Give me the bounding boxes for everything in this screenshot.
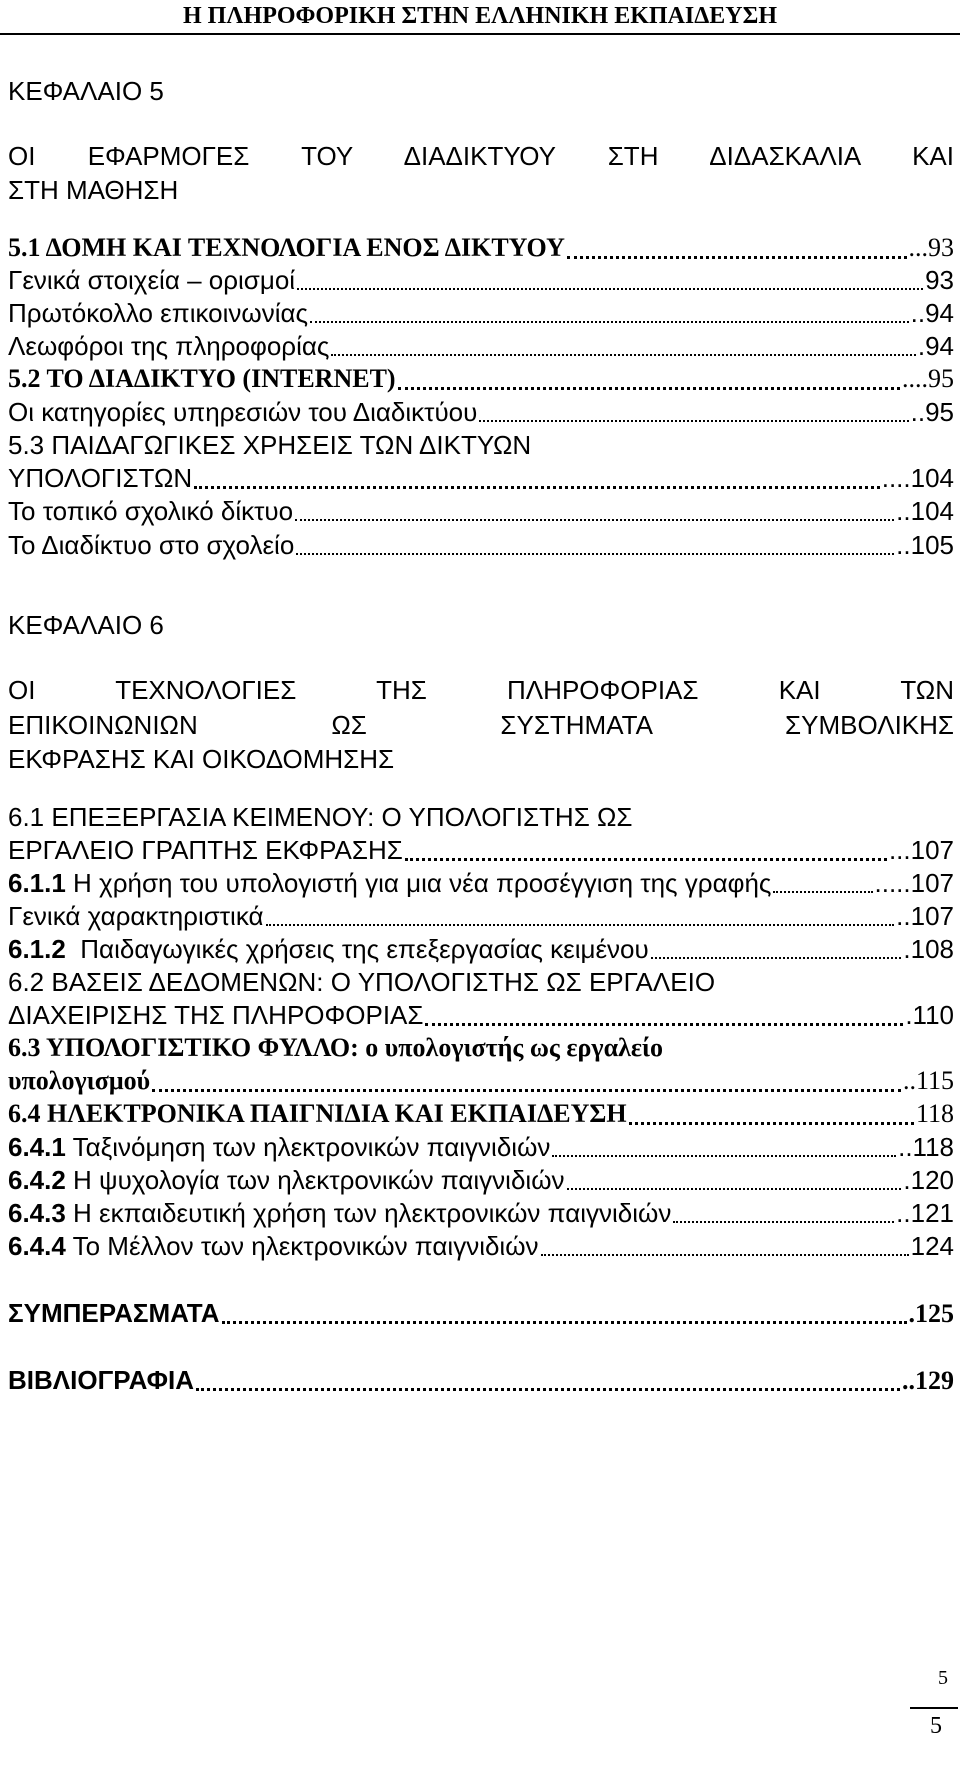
toc-entry-page: 93 [925, 265, 954, 295]
dot-leader [567, 250, 907, 259]
toc-entry-title: 6.4 ΗΛΕΚΤΡΟΝΙΚΑ ΠΑΙΓΝΙΔΙΑ ΚΑΙ ΕΚΠΑΙΔΕΥΣΗ [8, 1099, 627, 1128]
toc-entry-internet-school[interactable] [8, 529, 954, 561]
dot-leader [773, 885, 872, 893]
toc-entry-page: .108 [903, 934, 954, 964]
footer-rule [910, 1707, 958, 1709]
page-number-margin: 5 [938, 1667, 948, 1689]
toc-entry-page: ..94 [910, 298, 954, 328]
toc-entry-title: ΔΙΑΧΕΙΡΙΣΗΣ ΤΗΣ ΠΛΗΡΟΦΟΡΙΑΣ [8, 1000, 424, 1030]
toc-entry-page: ..104 [896, 496, 954, 526]
toc-entry-page: ..105 [896, 530, 954, 560]
toc-entry-title: 6.2 ΒΑΣΕΙΣ ΔΕΔΟΜΕΝΩΝ: Ο ΥΠΟΛΟΓΙΣΤΗΣ ΩΣ ΕΡΓΑΛΕΙΟ [8, 967, 716, 997]
toc-entry-page: ..95 [910, 397, 954, 427]
dot-leader [196, 1382, 900, 1391]
toc-entry-title: 5.3 ΠΑΙΔΑΓΩΓΙΚΕΣ ΧΡΗΣΕΙΣ ΤΩΝ ΔΙΚΤΥΩΝ [8, 430, 532, 460]
toc-entry-title: Το τοπικό σχολικό δίκτυο [8, 496, 294, 526]
toc-entry-6-1-2[interactable] [8, 933, 954, 965]
dot-leader [194, 480, 880, 489]
dot-leader [222, 1315, 907, 1324]
toc-entry-page: .110 [905, 1000, 954, 1030]
toc-entry-title: ΣΥΜΠΕΡΑΣΜΑΤΑ [8, 1298, 220, 1328]
toc-entry-page: ....104 [881, 463, 954, 493]
running-header: Η ΠΛΗΡΟΦΟΡΙΚΗ ΣΤΗΝ ΕΛΛΗΝΙΚΗ ΕΚΠΑΙΔΕΥΣΗ [183, 3, 777, 29]
toc-entry-page: ..129 [902, 1366, 954, 1395]
dot-leader [295, 513, 894, 521]
dot-leader [152, 1083, 901, 1092]
toc-entry-title: Παιδαγωγικές χρήσεις της επεξεργασίας κειμένου [65, 934, 649, 964]
toc-entry-page: ...107 [888, 835, 954, 865]
dot-leader [405, 852, 887, 861]
dot-leader [331, 348, 915, 356]
toc-entry-6-2[interactable] [8, 966, 954, 998]
toc-entry-general-features[interactable] [8, 900, 954, 932]
toc-entry-6-4-4[interactable] [8, 1230, 954, 1262]
dot-leader [629, 1116, 914, 1125]
dot-leader [296, 547, 894, 555]
toc-entry-title: 5.2 ΤΟ ΔΙΑΔΙΚΤΥΟ (INTERNET) [8, 364, 396, 393]
chapter-5-title-line-1: ΟΙ ΕΦΑΡΜΟΓΕΣ ΤΟΥ ΔΙΑΔΙΚΤΥΟΥ ΣΤΗ ΔΙΔΑΣΚΑΛΙΑ ΚΑΙ [8, 141, 954, 171]
dot-leader [398, 381, 900, 390]
toc-entry-number: 6.4.3 [8, 1198, 66, 1228]
toc-entry-5-3-cont[interactable] [8, 462, 954, 494]
toc-entry-general[interactable] [8, 264, 954, 296]
toc-entry-page: ..121 [896, 1198, 954, 1228]
toc-entry-page: ...93 [908, 233, 954, 262]
toc-entry-title: ΥΠΟΛΟΓΙΣΤΩΝ [8, 463, 193, 493]
toc-entry-page: ..107 [896, 901, 954, 931]
toc-entry-page: ....95 [902, 364, 954, 393]
toc-entry-title: Το Διαδίκτυο στο σχολείο [8, 530, 295, 560]
toc-entry-number: 6.1.2 [8, 934, 66, 964]
toc-entry-5-2[interactable] [8, 363, 954, 395]
toc-entry-highways[interactable] [8, 330, 954, 362]
toc-entry-page: .125 [908, 1299, 954, 1328]
toc-entry-6-3-cont[interactable] [8, 1065, 954, 1097]
toc-entry-title: 6.3 ΥΠΟΛΟΓΙΣΤΙΚΟ ΦΥΛΛΟ: ο υπολογιστής ως εργαλείο [8, 1033, 664, 1062]
dot-leader [425, 1017, 903, 1026]
dot-leader [310, 315, 909, 323]
dot-leader [567, 1182, 902, 1190]
dot-leader [479, 414, 908, 422]
dot-leader [651, 951, 902, 959]
toc-entry-number: 6.4.2 [8, 1165, 66, 1195]
chapter-5-title-line-2: ΣΤΗ ΜΑΘΗΣΗ [8, 175, 179, 205]
toc-entry-title: Οι κατηγορίες υπηρεσιών του Διαδικτύου [8, 397, 478, 427]
dot-leader [266, 918, 895, 926]
toc-entry-title: 5.1 ΔΟΜΗ ΚΑΙ ΤΕΧΝΟΛΟΓΙΑ ΕΝΟΣ ΔΙΚΤΥΟΥ [8, 233, 565, 262]
toc-entry-page: ..115 [902, 1066, 954, 1095]
toc-entry-page: 124 [910, 1231, 954, 1261]
toc-entry-5-3[interactable] [8, 429, 954, 461]
toc-entry-6-4-3[interactable] [8, 1197, 954, 1229]
toc-entry-title: Πρωτόκολλο επικοινωνίας [8, 298, 309, 328]
toc-entry-page: ..118 [898, 1132, 954, 1162]
dot-leader [673, 1215, 894, 1223]
toc-entry-local-network[interactable] [8, 495, 954, 527]
toc-entry-title: Το Μέλλον των ηλεκτρονικών παιγνιδιών [65, 1231, 539, 1261]
chapter-6-label: ΚΕΦΑΛΑΙΟ 6 [8, 610, 164, 640]
header-rule [0, 33, 960, 35]
toc-entry-6-2-cont[interactable] [8, 999, 954, 1031]
toc-entry-protocol[interactable] [8, 297, 954, 329]
chapter-6-title-line-3: ΕΚΦΡΑΣΗΣ ΚΑΙ ΟΙΚΟΔΟΜΗΣΗΣ [8, 744, 395, 774]
toc-entry-title: Γενικά χαρακτηριστικά [8, 901, 264, 931]
dot-leader [552, 1149, 896, 1157]
toc-entry-6-4[interactable] [8, 1098, 954, 1130]
page-number: 5 [930, 1713, 942, 1739]
toc-entry-service-categories[interactable] [8, 396, 954, 428]
toc-entry-title: 6.1 ΕΠΕΞΕΡΓΑΣΙΑ ΚΕΙΜΕΝΟΥ: Ο ΥΠΟΛΟΓΙΣΤΗΣ ΩΣ [8, 802, 633, 832]
toc-entry-number: 6.4.4 [8, 1231, 66, 1261]
toc-entry-6-1[interactable] [8, 801, 954, 833]
toc-entry-6-4-2[interactable] [8, 1164, 954, 1196]
toc-entry-page: .....107 [874, 868, 954, 898]
toc-entry-title: υπολογισμού [8, 1066, 151, 1095]
toc-entry-6-4-1[interactable] [8, 1131, 954, 1163]
toc-entry-6-1-1[interactable] [8, 867, 954, 899]
toc-entry-title: ΒΙΒΛΙΟΓΡΑΦΙΑ [8, 1365, 195, 1395]
toc-entry-page: .94 [917, 331, 954, 361]
chapter-5-label: ΚΕΦΑΛΑΙΟ 5 [8, 76, 164, 106]
toc-entry-6-3[interactable] [8, 1032, 954, 1064]
toc-entry-title: Η χρήση του υπολογιστή για μια νέα προσέγγιση της γραφής [65, 868, 772, 898]
toc-entry-5-1[interactable] [8, 232, 954, 264]
toc-entry-6-1-cont[interactable] [8, 834, 954, 866]
toc-entry-page: .120 [903, 1165, 954, 1195]
toc-entry-number: 6.4.1 [8, 1132, 66, 1162]
toc-entry-page: 118 [915, 1099, 954, 1128]
toc-entry-title: ΕΡΓΑΛΕΙΟ ΓΡΑΠΤΗΣ ΕΚΦΡΑΣΗΣ [8, 835, 403, 865]
chapter-6-title-line-1: ΟΙ ΤΕΧΝΟΛΟΓΙΕΣ ΤΗΣ ΠΛΗΡΟΦΟΡΙΑΣ ΚΑΙ ΤΩΝ [8, 675, 954, 705]
dot-leader [297, 282, 923, 290]
toc-entry-conclusions[interactable] [8, 1297, 954, 1330]
toc-entry-title: Γενικά στοιχεία – ορισμοί [8, 265, 296, 295]
toc-entry-title: Ταξινόμηση των ηλεκτρονικών παιγνιδιών [65, 1132, 551, 1162]
toc-entry-title: Η εκπαιδευτική χρήση των ηλεκτρονικών παιγνιδιών [65, 1198, 672, 1228]
toc-entry-title: Η ψυχολογία των ηλεκτρονικών παιγνιδιών [65, 1165, 565, 1195]
toc-entry-bibliography[interactable] [8, 1364, 954, 1397]
toc-entry-number: 6.1.1 [8, 868, 66, 898]
toc-entry-title: Λεωφόροι της πληροφορίας [8, 331, 330, 361]
dot-leader [541, 1248, 909, 1256]
chapter-6-title-line-2: ΕΠΙΚΟΙΝΩΝΙΩΝ ΩΣ ΣΥΣΤΗΜΑΤΑ ΣΥΜΒΟΛΙΚΗΣ [8, 710, 954, 740]
